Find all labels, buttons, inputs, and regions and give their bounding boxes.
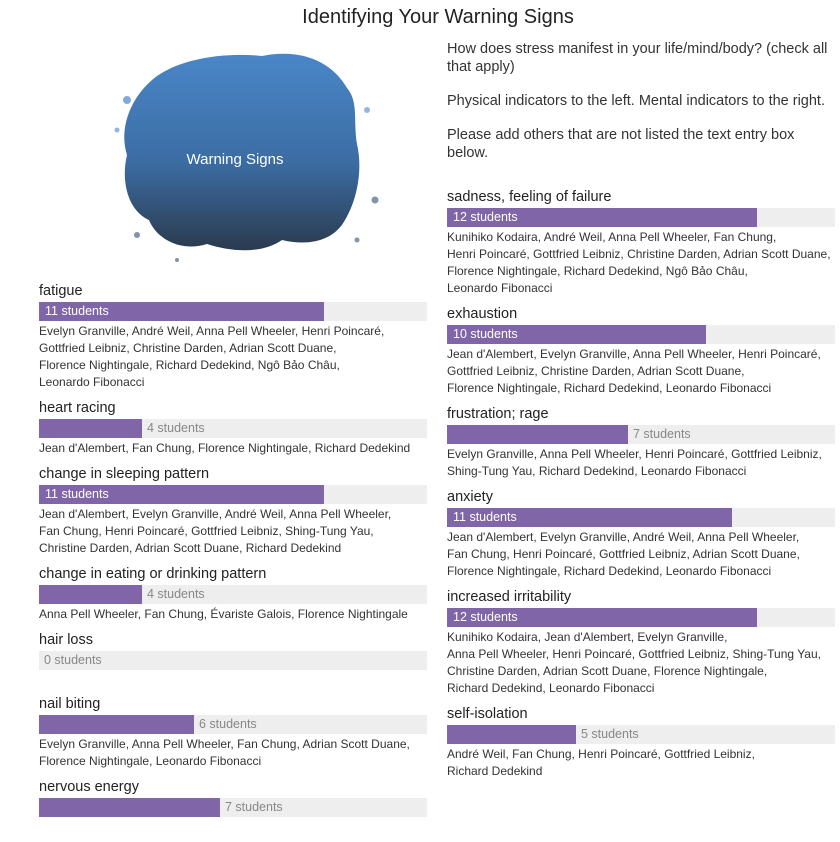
response-bar-fill [39,585,142,604]
response-bar [447,208,835,227]
student-names-line: Leonardo Fibonacci [447,281,553,295]
student-names-line: Gottfried Leibniz, Christine Darden, Adrian Scott Duane, [39,341,337,355]
student-names-line: Kunihiko Kodaira, André Weil, Anna Pell Wheeler, Fan Chung, [447,230,777,244]
mental-indicator-list [447,188,835,780]
student-names-line: Gottfried Leibniz, Christine Darden, Adrian Scott Duane, [447,364,745,378]
response-item [39,778,427,834]
page-title: Identifying Your Warning Signs [302,6,574,28]
student-names-line: Anna Pell Wheeler, Fan Chung, Évariste Galois, Florence Nightingale [39,607,408,621]
response-bar [39,302,427,321]
student-count: 4 students [147,587,205,601]
response-bar-fill [39,419,142,438]
student-names-line: Fan Chung, Henri Poincaré, Gottfried Leibniz, Adrian Scott Duane, [447,547,800,561]
response-bar [39,715,427,734]
option-label: sadness, feeling of failure [447,189,612,205]
student-names [447,529,835,580]
student-count: 11 students [45,304,109,318]
student-names-line: Evelyn Granville, André Weil, Anna Pell Wheeler, Henri Poincaré, [39,324,385,338]
student-names [447,446,835,480]
student-count: 11 students [45,487,109,501]
student-names-line: Richard Dedekind [447,764,543,778]
student-names-line: Christine Darden, Adrian Scott Duane, Florence Nightingale, [447,664,768,678]
response-bar [39,585,427,604]
physical-indicators-column [39,40,427,842]
response-bar [39,419,427,438]
response-item [39,565,427,623]
paint-splash-image [57,40,417,276]
student-names [447,346,835,397]
student-count: 6 students [199,717,257,731]
intro-instructions: Physical indicators to the left. Mental indicators to the right. [447,93,825,109]
student-names-line: Florence Nightingale, Richard Dedekind, Leonardo Fibonacci [447,381,772,395]
student-names-line: André Weil, Fan Chung, Henri Poincaré, Gottfried Leibniz, [447,747,755,761]
intro-text [447,40,835,162]
response-bar-fill [447,425,628,444]
mental-indicators-column [447,40,835,788]
student-names-line: Jean d'Alembert, Fan Chung, Florence Nightingale, Richard Dedekind [39,441,411,455]
student-names-line: Christine Darden, Adrian Scott Duane, Richard Dedekind [39,541,342,555]
student-count: 7 students [633,427,691,441]
student-names-line: Florence Nightingale, Richard Dedekind, Ngô Bảo Châu, [447,264,748,278]
student-names-line: Leonardo Fibonacci [39,375,145,389]
student-names-line: Kunihiko Kodaira, Jean d'Alembert, Evelyn Granville, [447,630,728,644]
student-count: 0 students [44,653,102,667]
response-bar-fill [39,715,194,734]
warning-signs-image [57,40,417,276]
response-bar [447,725,835,744]
intro-add-others: Please add others that are not listed the text entry box below. [447,127,795,161]
student-count: 7 students [225,800,283,814]
option-label: frustration; rage [447,406,549,422]
student-names-line: Jean d'Alembert, Evelyn Granville, André Weil, Anna Pell Wheeler, [39,507,392,521]
option-label: nervous energy [39,779,139,795]
physical-indicator-list [39,282,427,834]
student-names-line: Florence Nightingale, Leonardo Fibonacci [39,754,262,768]
option-label: self-isolation [447,706,528,722]
response-item [39,631,427,687]
option-label: change in eating or drinking pattern [39,566,267,582]
student-count: 10 students [453,327,518,341]
student-names [39,440,427,457]
student-names-line: Shing-Tung Yau, Richard Dedekind, Leonardo Fibonacci [447,464,747,478]
response-bar [447,425,835,444]
student-names-line: Richard Dedekind, Leonardo Fibonacci [447,681,655,695]
response-bar [447,325,835,344]
response-bar [39,485,427,504]
student-names [39,506,427,557]
response-item [447,705,835,780]
response-bar [447,608,835,627]
response-item [39,465,427,557]
student-count: 12 students [453,210,518,224]
student-names [447,746,835,780]
student-names [39,606,427,623]
student-names-line: Jean d'Alembert, Evelyn Granville, André Weil, Anna Pell Wheeler, [447,530,800,544]
student-names-line: Evelyn Granville, Anna Pell Wheeler, Henri Poincaré, Gottfried Leibniz, [447,447,822,461]
image-caption: Warning Signs [186,151,284,168]
response-item [447,488,835,580]
student-names-line: Anna Pell Wheeler, Henri Poincaré, Gottfried Leibniz, Shing-Tung Yau, [447,647,821,661]
response-item [447,188,835,297]
student-names-line: Florence Nightingale, Richard Dedekind, Leonardo Fibonacci [447,564,772,578]
response-item [39,695,427,770]
option-label: anxiety [447,489,493,505]
option-label: fatigue [39,283,83,299]
response-bar [39,651,427,670]
option-label: change in sleeping pattern [39,466,210,482]
intro-question: How does stress manifest in your life/mind/body? (check all that apply) [447,41,828,75]
student-names [39,736,427,770]
response-item [447,588,835,697]
response-item [447,405,835,480]
option-label: heart racing [39,400,116,416]
student-names [447,629,835,697]
response-item [447,305,835,397]
response-bar [39,798,427,817]
student-names-line: Florence Nightingale, Richard Dedekind, Ngô Bảo Châu, [39,358,340,372]
option-label: exhaustion [447,306,518,322]
response-item [39,282,427,391]
student-count: 4 students [147,421,205,435]
student-names-line: Evelyn Granville, Anna Pell Wheeler, Fan Chung, Adrian Scott Duane, [39,737,410,751]
student-names-line: Jean d'Alembert, Evelyn Granville, Anna Pell Wheeler, Henri Poincaré, [447,347,821,361]
response-item [39,399,427,457]
student-count: 12 students [453,610,518,624]
student-names-line: Henri Poincaré, Gottfried Leibniz, Christine Darden, Adrian Scott Duane, [447,247,831,261]
student-names [447,229,835,297]
option-label: increased irritability [447,589,572,605]
student-count: 11 students [453,510,517,524]
response-bar [447,508,835,527]
option-label: hair loss [39,632,93,648]
student-names [39,323,427,391]
student-count: 5 students [581,727,639,741]
option-label: nail biting [39,696,101,712]
response-bar-fill [39,798,220,817]
response-bar-fill [447,725,576,744]
student-names-line: Fan Chung, Henri Poincaré, Gottfried Leibniz, Shing-Tung Yau, [39,524,374,538]
